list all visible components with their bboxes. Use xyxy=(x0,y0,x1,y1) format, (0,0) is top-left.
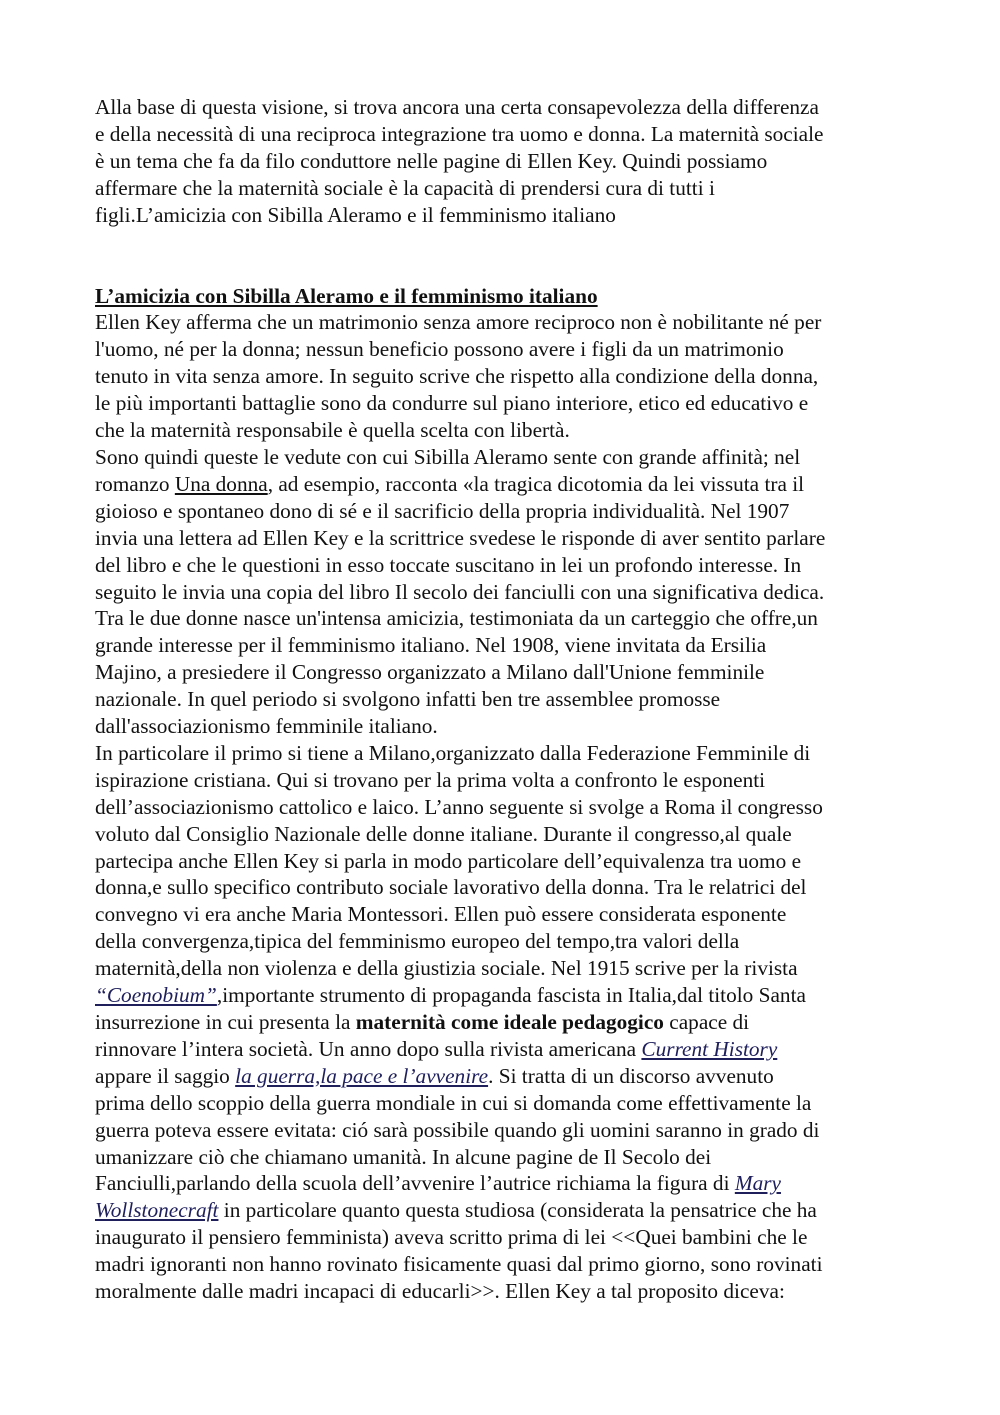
text-line: moralmente dalle madri incapaci di educarli>>. Ellen Key a tal proposito diceva: xyxy=(95,1279,785,1304)
current-history-link[interactable]: Current History xyxy=(641,1036,778,1061)
text-line: tenuto in vita senza amore. In seguito scrive che rispetto alla condizione della donna, xyxy=(95,364,819,389)
text-line: partecipa anche Ellen Key si parla in modo particolare dell’equivalenza tra uomo e xyxy=(95,848,802,873)
text-line xyxy=(95,1170,920,1197)
text-line xyxy=(95,1063,920,1090)
text-span: capace di xyxy=(663,1010,750,1034)
text-line: che la maternità responsabile è quella scelta con libertà. xyxy=(95,418,570,443)
mary-wollstonecraft-link[interactable]: Wollstonecraft xyxy=(95,1198,219,1223)
paragraph-aleramo xyxy=(95,444,920,740)
text-line: Sono quindi queste le vedute con cui Sibilla Aleramo sente con grande affinità; nel xyxy=(95,444,801,469)
bold-phrase: maternità come ideale pedagogico xyxy=(355,1010,664,1034)
text-span: appare il saggio xyxy=(95,1063,236,1088)
text-span: insurrezione in cui presenta la xyxy=(95,1010,356,1034)
text-span: rinnovare l’intera società. Un anno dopo sulla rivista americana xyxy=(95,1036,642,1061)
text-line: nazionale. In quel periodo si svolgono infatti ben tre assemblee promosse xyxy=(95,687,721,712)
text-line: dell’associazionismo cattolico e laico. L’anno seguente si svolge a Roma il congresso xyxy=(95,794,823,819)
text-line: guerra poteva essere evitata: ció sarà possibile quando gli uomini saranno in grado di xyxy=(95,1117,820,1142)
text-line xyxy=(95,1036,920,1063)
text-line: gioioso e spontaneo dono di sé e il sacrificio della propria individualità. Nel 1907 xyxy=(95,498,790,523)
text-line xyxy=(95,982,920,1009)
text-line: seguito le invia una copia del libro Il secolo dei fanciulli con una significativa dedica. xyxy=(95,579,825,604)
text-line: Tra le due donne nasce un'intensa amicizia, testimoniata da un carteggio che offre,un xyxy=(95,606,818,631)
text-line xyxy=(95,471,920,498)
text-span: Fanciulli,parlando della scuola dell’avvenire l’autrice richiama la figura di xyxy=(95,1171,735,1196)
coenobium-link[interactable]: “Coenobium” xyxy=(95,983,217,1008)
text-span: romanzo xyxy=(95,471,175,496)
text-span: ,importante strumento di propaganda fascista in Italia,dal titolo Santa xyxy=(216,983,806,1008)
paragraph-marriage xyxy=(95,309,920,444)
una-donna-title: Una donna xyxy=(174,471,268,496)
paragraph-congresses xyxy=(95,740,920,1305)
text-line: donna,e sullo specifico contributo sociale lavorativo della donna. Tra le relatrici del xyxy=(95,875,807,900)
text-line: convegno vi era anche Maria Montessori. Ellen può essere considerata esponente xyxy=(95,902,787,927)
text-span: . Si tratta di un discorso avvenuto xyxy=(488,1063,774,1088)
section-heading: L’amicizia con Sibilla Aleramo e il femminismo italiano xyxy=(95,283,598,308)
text-line xyxy=(95,1009,920,1036)
document-page xyxy=(95,94,920,1305)
text-line: l'uomo, né per la donna; nessun beneficio possono avere i figli da un matrimonio xyxy=(95,337,784,362)
intro-paragraph xyxy=(95,94,920,229)
text-line: umanizzare ciò che chiamano umanità. In alcune pagine de Il Secolo dei xyxy=(95,1144,712,1169)
text-line: è un tema che fa da filo conduttore nelle pagine di Ellen Key. Quindi possiamo xyxy=(95,148,768,173)
text-line: Ellen Key afferma che un matrimonio senza amore reciproco non è nobilitante né per xyxy=(95,310,822,335)
text-line: ispirazione cristiana. Qui si trovano per la prima volta a confronto le esponenti xyxy=(95,767,766,792)
text-line: grande interesse per il femminismo italiano. Nel 1908, viene invitata da Ersilia xyxy=(95,633,767,658)
text-line: inaugurato il pensiero femminista) aveva scritto prima di lei <<Quei bambini che le xyxy=(95,1225,808,1250)
text-line: della convergenza,tipica del femminismo europeo del tempo,tra valori della xyxy=(95,929,740,954)
text-line: In particolare il primo si tiene a Milano,organizzato dalla Federazione Femminile di xyxy=(95,740,811,765)
text-line: Majino, a presiedere il Congresso organizzato a Milano dall'Unione femminile xyxy=(95,660,765,685)
mary-wollstonecraft-link[interactable]: Mary xyxy=(734,1171,781,1196)
text-line: voluto dal Consiglio Nazionale delle donne italiane. Durante il congresso,al quale xyxy=(95,821,792,846)
guerra-pace-avvenire-link[interactable]: la guerra,la pace e l’avvenire xyxy=(235,1063,489,1088)
text-line: e della necessità di una reciproca integrazione tra uomo e donna. La maternità sociale xyxy=(95,121,824,146)
text-line: le più importanti battaglie sono da condurre sul piano interiore, etico ed educativo e xyxy=(95,391,809,416)
text-line: affermare che la maternità sociale è la capacità di prendersi cura di tutti i xyxy=(95,175,715,200)
text-line: dall'associazionismo femminile italiano. xyxy=(95,714,438,739)
text-span: , ad esempio, racconta «la tragica dicotomia da lei vissuta tra il xyxy=(267,471,805,496)
paragraph-spacer xyxy=(95,229,920,283)
text-line: Alla base di questa visione, si trova ancora una certa consapevolezza della differenza xyxy=(95,95,819,119)
text-line: figli.L’amicizia con Sibilla Aleramo e il femminismo italiano xyxy=(95,202,616,227)
text-line: invia una lettera ad Ellen Key e la scrittrice svedese le risponde di aver sentito parlare xyxy=(95,525,826,550)
text-line: madri ignoranti non hanno rovinato fisicamente quasi dal primo giorno, sono rovinati xyxy=(95,1252,823,1277)
text-line: del libro e che le questioni in esso toccate suscitano in lei un profondo interesse. In xyxy=(95,552,802,577)
text-line: maternità,della non violenza e della giustizia sociale. Nel 1915 scrive per la rivista xyxy=(95,956,798,981)
text-line xyxy=(95,1197,920,1224)
text-span: in particolare quanto questa studiosa (considerata la pensatrice che ha xyxy=(218,1198,817,1223)
text-line: prima dello scoppio della guerra mondiale in cui si domanda come effettivamente la xyxy=(95,1090,812,1115)
